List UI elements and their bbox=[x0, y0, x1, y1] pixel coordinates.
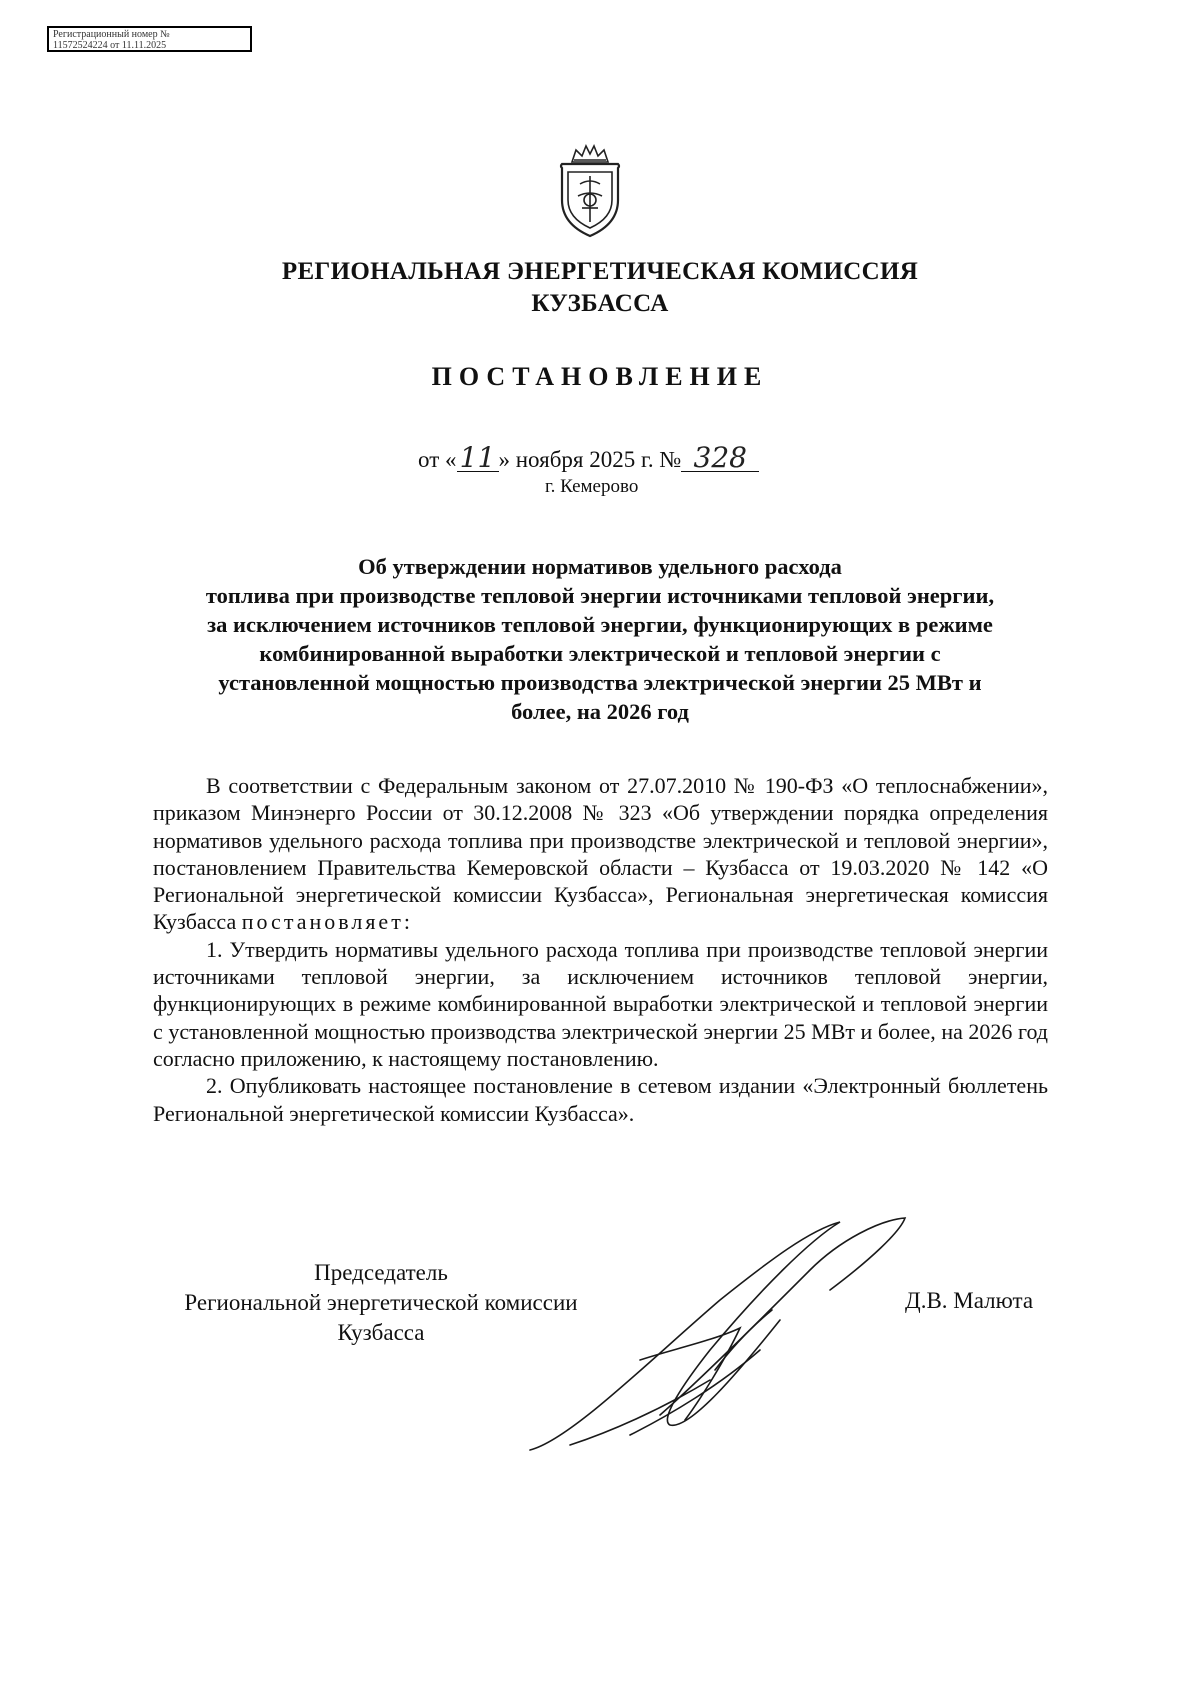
preamble-text: В соответствии с Федеральным законом от 27.07.2010 № 190-ФЗ «О теплоснабжении», приказом Минэнерго России от 30.12.2008 № 323 «Об утверждении порядка определения нормативов удельного расхода топлива при производстве электрической и тепловой энергии», постановлением Правительства Кемеровской области – Кузбасса от 19.03.2020 № 142 «О Региональной энергетической комиссии Кузбасса», Региональная энергетическая комиссия Кузбасса bbox=[153, 773, 1048, 935]
title-line: установленной мощностью производства электрической энергии 25 МВт и bbox=[218, 670, 982, 695]
item-1: 1. Утвердить нормативы удельного расхода топлива при производстве тепловой энергии источниками тепловой энергии, за исключением источников тепловой энергии, функционирующих в режиме комбинированной выработки электрической и тепловой энергии с установленной мощностью производства электрической энергии 25 МВт и более, на 2026 год согласно приложению, к настоящему постановлению. bbox=[153, 936, 1048, 1071]
date-middle: » ноября 2025 г. № bbox=[498, 447, 682, 472]
document-number: 328 bbox=[681, 445, 759, 472]
title-line: топлива при производстве тепловой энергии источниками тепловой энергии, bbox=[205, 583, 995, 608]
title-line: Об утверждении нормативов удельного расхода bbox=[358, 554, 842, 579]
signatory-position-line-2: Региональной энергетической комиссии bbox=[184, 1290, 578, 1315]
date-prefix: от « bbox=[418, 447, 457, 472]
organization-name bbox=[0, 256, 1200, 320]
date-line bbox=[418, 441, 759, 474]
document-body bbox=[153, 772, 1048, 1127]
title-line: более, на 2026 год bbox=[511, 699, 689, 724]
date-day: 11 bbox=[457, 445, 499, 472]
city: г. Кемерово bbox=[545, 476, 639, 497]
registration-number-value: 11572524224 от 11.11.2025 bbox=[53, 40, 167, 51]
document-title bbox=[120, 552, 1080, 726]
title-line: за исключением источников тепловой энергии, функционирующих в режиме bbox=[207, 612, 993, 637]
handwritten-signature-icon bbox=[510, 1210, 930, 1470]
item-2: 2. Опубликовать настоящее постановление в сетевом издании «Электронный бюллетень Региональной энергетической комиссии Кузбасса». bbox=[153, 1073, 1048, 1126]
coat-of-arms-icon bbox=[550, 140, 630, 240]
registration-number-label: Регистрационный номер № bbox=[53, 29, 170, 40]
signatory-position-line-3: Кузбасса bbox=[337, 1320, 425, 1345]
registration-stamp bbox=[47, 26, 252, 52]
preamble-paragraph bbox=[153, 772, 1048, 936]
organization-name-line-2: КУЗБАССА bbox=[531, 290, 669, 317]
signatory-position-line-1: Председатель bbox=[314, 1260, 448, 1285]
signatory-name: Д.В. Малюта bbox=[905, 1288, 1034, 1313]
resolves-word: постановляет: bbox=[241, 909, 413, 935]
title-line: комбинированной выработки электрической и тепловой энергии с bbox=[259, 641, 941, 666]
organization-name-line-1: РЕГИОНАЛЬНАЯ ЭНЕРГЕТИЧЕСКАЯ КОМИССИЯ bbox=[281, 258, 919, 285]
document-type: ПОСТАНОВЛЕНИЕ bbox=[431, 362, 769, 391]
